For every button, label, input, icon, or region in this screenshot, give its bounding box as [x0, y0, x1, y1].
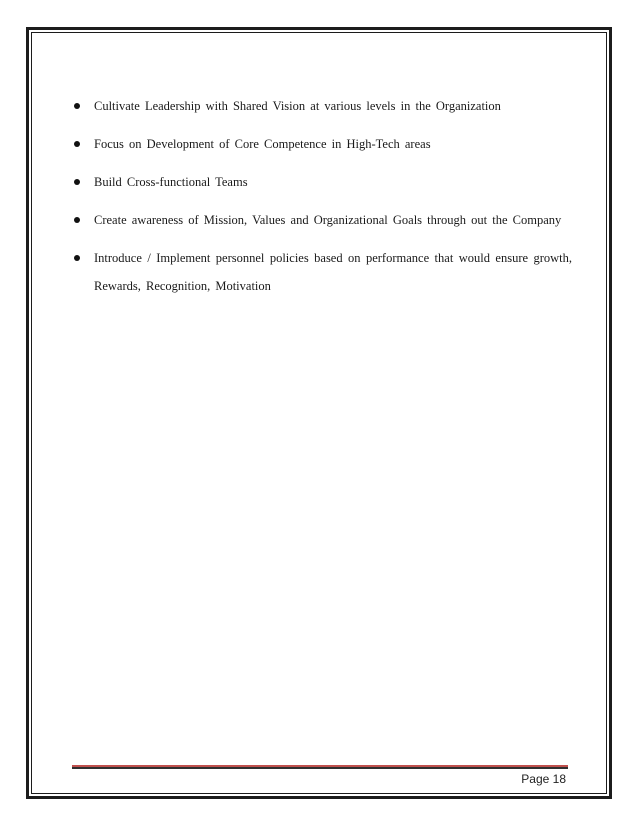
bullet-icon: [74, 179, 80, 185]
bullet-text: Cultivate Leadership with Shared Vision at various levels in the Organization: [94, 99, 501, 113]
bullet-icon: [74, 141, 80, 147]
bullet-text: Focus on Development of Core Competence in High-Tech areas: [94, 137, 431, 151]
page-number: Page 18: [521, 772, 566, 786]
bullet-icon: [74, 217, 80, 223]
bullet-list: [72, 92, 572, 310]
list-item: [72, 244, 572, 300]
list-item: [72, 168, 572, 196]
list-item: [72, 92, 572, 120]
bullet-text: Build Cross-functional Teams: [94, 175, 248, 189]
bullet-icon: [74, 103, 80, 109]
list-item: [72, 130, 572, 158]
bullet-text: Create awareness of Mission, Values and Organizational Goals through out the Company: [94, 213, 562, 227]
list-item: [72, 206, 572, 234]
bullet-icon: [74, 255, 80, 261]
footer-rule-dark: [72, 767, 568, 769]
bullet-text: Introduce / Implement personnel policies based on performance that would ensure growth, Rewards, Recognition, Motivation: [94, 251, 572, 293]
